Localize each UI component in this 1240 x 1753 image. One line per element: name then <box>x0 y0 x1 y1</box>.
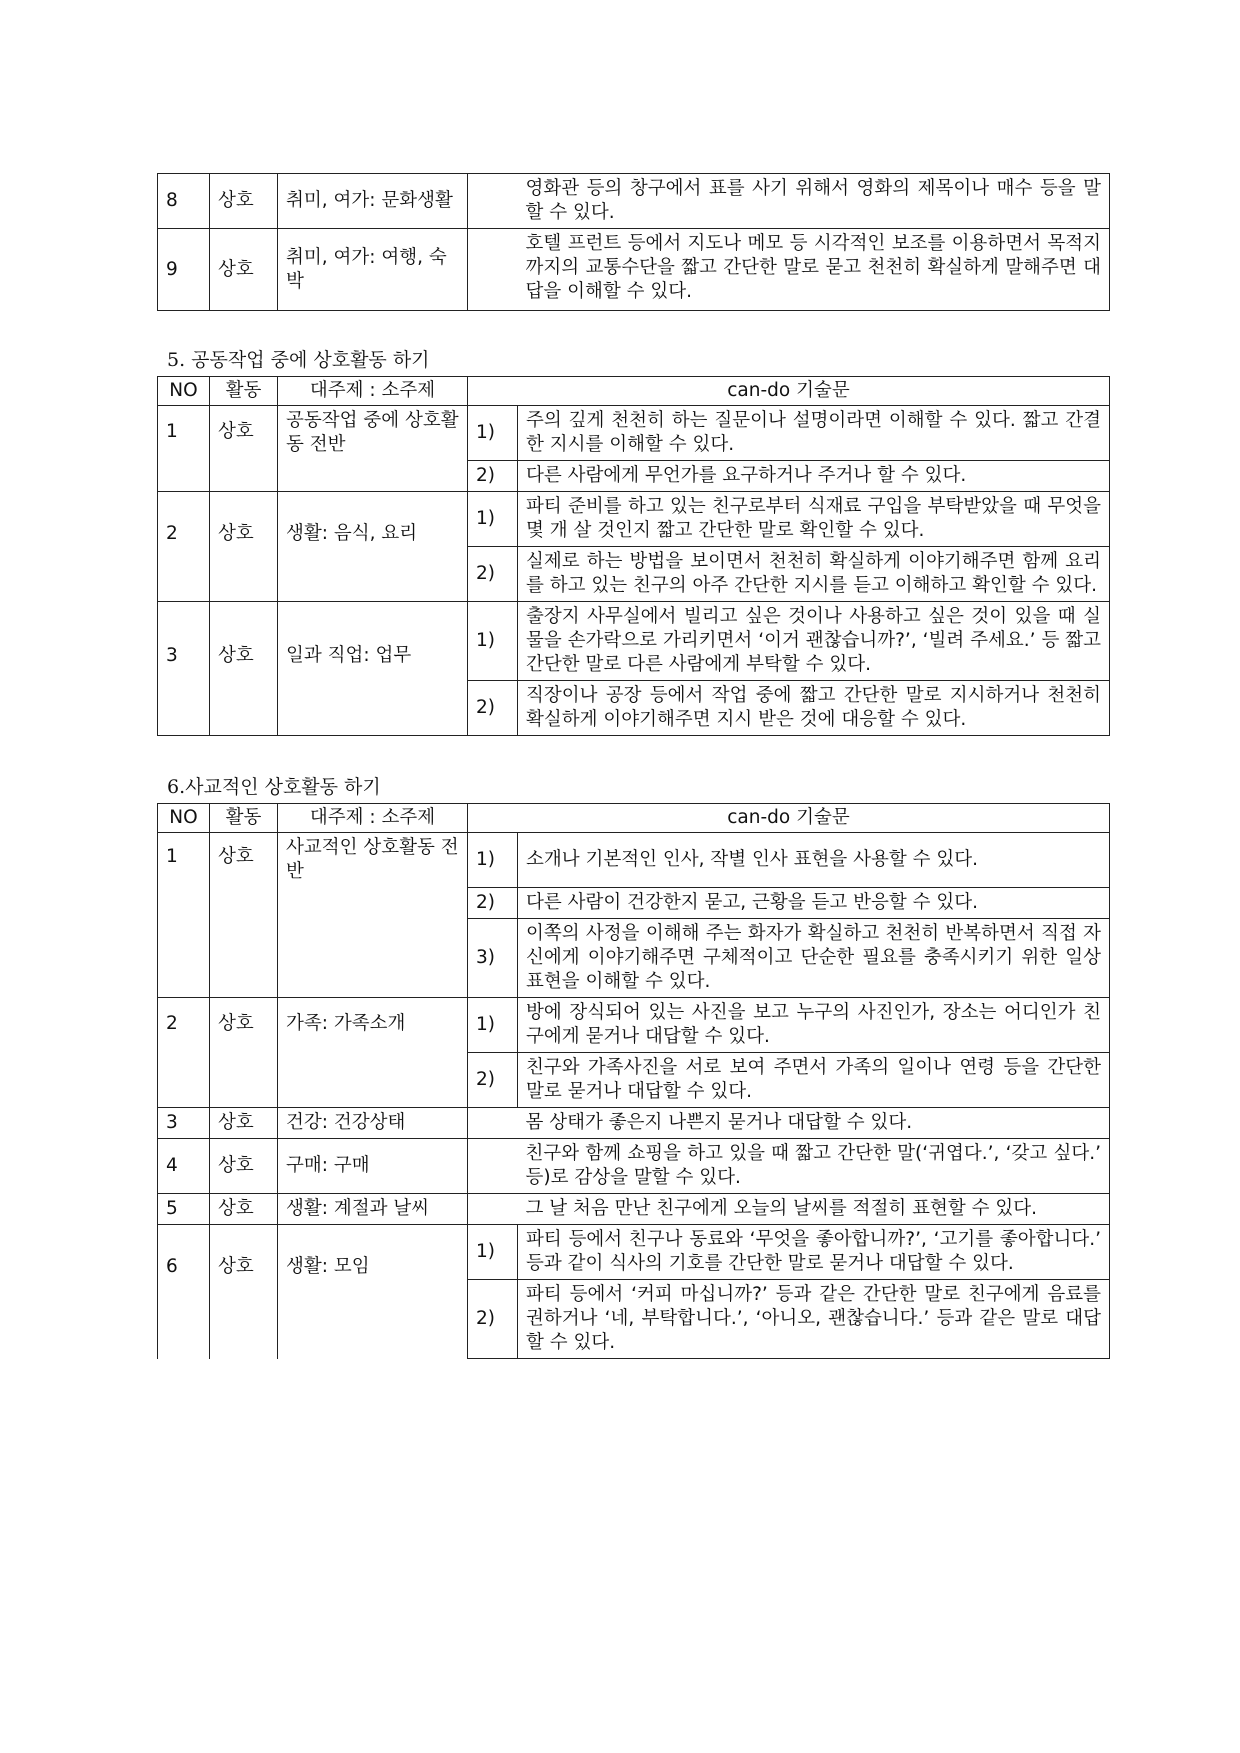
row-activity: 상호 <box>210 998 278 1108</box>
row-topic: 구매: 구매 <box>278 1139 468 1194</box>
row-activity: 상호 <box>210 1194 278 1225</box>
table-header <box>158 377 1110 406</box>
table-row <box>158 492 1110 547</box>
item-description: 친구와 함께 쇼핑을 하고 있을 때 짧고 간단한 말(‘귀엽다.’, ‘갖고 싶다.’ 등)로 감상을 말할 수 있다. <box>518 1139 1110 1194</box>
item-number: 1) <box>468 492 518 547</box>
row-number: 3 <box>158 1108 210 1139</box>
header-topic: 대주제 : 소주제 <box>278 377 468 406</box>
table-header <box>158 804 1110 833</box>
item-number: 2) <box>468 1053 518 1108</box>
table-row <box>158 1194 1110 1225</box>
item-description: 다른 사람이 건강한지 묻고, 근황을 듣고 반응할 수 있다. <box>518 888 1110 919</box>
row-topic: 가족: 가족소개 <box>278 998 468 1108</box>
item-description: 파티 등에서 ‘커피 마십니까?’ 등과 같은 간단한 말로 친구에게 음료를 권하거나 ‘네, 부탁합니다.’, ‘아니오, 괜찮습니다.’ 등과 같은 말로 대답할 수 있다. <box>518 1280 1110 1359</box>
row-topic: 사교적인 상호활동 전반 <box>278 833 468 998</box>
row-topic: 취미, 여가: 문화생활 <box>278 174 468 229</box>
item-number: 1) <box>468 602 518 681</box>
item-number: 2) <box>468 681 518 736</box>
header-no: NO <box>158 804 210 833</box>
item-number <box>468 1194 518 1225</box>
row-activity: 상호 <box>210 492 278 602</box>
item-number: 2) <box>468 547 518 602</box>
row-activity: 상호 <box>210 1108 278 1139</box>
item-description: 주의 깊게 천천히 하는 질문이나 설명이라면 이해할 수 있다. 짧고 간결한 지시를 이해할 수 있다. <box>518 406 1110 461</box>
header-topic: 대주제 : 소주제 <box>278 804 468 833</box>
row-number: 8 <box>158 174 210 229</box>
item-description: 친구와 가족사진을 서로 보여 주면서 가족의 일이나 연령 등을 간단한 말로 묻거나 대답할 수 있다. <box>518 1053 1110 1108</box>
row-number: 1 <box>158 406 210 492</box>
table-row <box>158 406 1110 461</box>
table-row <box>158 1139 1110 1194</box>
item-description: 출장지 사무실에서 빌리고 싶은 것이나 사용하고 싶은 것이 있을 때 실물을 손가락으로 가리키면서 ‘이거 괜찮습니까?’, ‘빌려 주세요.’ 등 짧고 간단한 말로 다른 사람에게 부탁할 수 있다. <box>518 602 1110 681</box>
row-topic: 일과 직업: 업무 <box>278 602 468 736</box>
item-description: 이쪽의 사정을 이해해 주는 화자가 확실하고 천천히 반복하면서 직접 자신에게 이야기해주면 구체적이고 단순한 필요를 충족시키기 위한 일상 표현을 이해할 수 있다. <box>518 919 1110 998</box>
table-row <box>158 1225 1110 1280</box>
row-activity: 상호 <box>210 229 278 311</box>
item-number: 2) <box>468 1280 518 1359</box>
row-topic: 생활: 계절과 날씨 <box>278 1194 468 1225</box>
row-activity: 상호 <box>210 1225 278 1359</box>
table-row <box>158 602 1110 681</box>
header-description: can-do 기술문 <box>468 377 1110 406</box>
row-topic: 생활: 음식, 요리 <box>278 492 468 602</box>
item-number: 1) <box>468 406 518 461</box>
item-description: 방에 장식되어 있는 사진을 보고 누구의 사진인가, 장소는 어디인가 친구에게 묻거나 대답할 수 있다. <box>518 998 1110 1053</box>
table-row <box>158 229 1110 311</box>
item-description: 파티 준비를 하고 있는 친구로부터 식재료 구입을 부탁받았을 때 무엇을 몇 개 살 것인지 짧고 간단한 말로 확인할 수 있다. <box>518 492 1110 547</box>
item-description: 직장이나 공장 등에서 작업 중에 짧고 간단한 말로 지시하거나 천천히 확실하게 이야기해주면 지시 받은 것에 대응할 수 있다. <box>518 681 1110 736</box>
row-topic: 생활: 모임 <box>278 1225 468 1359</box>
header-activity: 활동 <box>210 804 278 833</box>
section-title: 5. 공동작업 중에 상호활동 하기 <box>167 349 430 371</box>
item-description: 몸 상태가 좋은지 나쁜지 묻거나 대답할 수 있다. <box>518 1108 1110 1139</box>
item-number: 2) <box>468 461 518 492</box>
table-row <box>158 174 1110 229</box>
row-activity: 상호 <box>210 602 278 736</box>
header-activity: 활동 <box>210 377 278 406</box>
row-number: 2 <box>158 998 210 1108</box>
row-number: 2 <box>158 492 210 602</box>
row-activity: 상호 <box>210 174 278 229</box>
item-description: 파티 등에서 친구나 동료와 ‘무엇을 좋아합니까?’, ‘고기를 좋아합니다.’ 등과 같이 식사의 기호를 간단한 말로 묻거나 대답할 수 있다. <box>518 1225 1110 1280</box>
item-number: 1) <box>468 833 518 888</box>
row-number: 3 <box>158 602 210 736</box>
item-number: 3) <box>468 919 518 998</box>
section-title: 6.사교적인 상호활동 하기 <box>167 776 381 798</box>
row-number: 4 <box>158 1139 210 1194</box>
item-number: 1) <box>468 998 518 1053</box>
table-row <box>158 1108 1110 1139</box>
item-number <box>468 1108 518 1139</box>
row-description: 영화관 등의 창구에서 표를 사기 위해서 영화의 제목이나 매수 등을 말할 수 있다. <box>518 174 1110 229</box>
item-description: 소개나 기본적인 인사, 작별 인사 표현을 사용할 수 있다. <box>518 833 1110 888</box>
row-activity: 상호 <box>210 406 278 492</box>
header-description: can-do 기술문 <box>468 804 1110 833</box>
row-activity: 상호 <box>210 1139 278 1194</box>
table-row <box>158 833 1110 888</box>
row-number: 1 <box>158 833 210 998</box>
row-activity: 상호 <box>210 833 278 998</box>
row-number: 9 <box>158 229 210 311</box>
header-no: NO <box>158 377 210 406</box>
item-number: 1) <box>468 1225 518 1280</box>
table-row <box>158 998 1110 1053</box>
table-continued <box>157 173 1110 311</box>
item-number: 2) <box>468 888 518 919</box>
row-number: 5 <box>158 1194 210 1225</box>
row-number: 6 <box>158 1225 210 1359</box>
table-section-6 <box>157 803 1110 1359</box>
document-page <box>157 173 1110 1359</box>
item-description: 다른 사람에게 무언가를 요구하거나 주거나 할 수 있다. <box>518 461 1110 492</box>
row-topic: 건강: 건강상태 <box>278 1108 468 1139</box>
row-topic: 취미, 여가: 여행, 숙박 <box>278 229 468 311</box>
item-description: 그 날 처음 만난 친구에게 오늘의 날씨를 적절히 표현할 수 있다. <box>518 1194 1110 1225</box>
item-number <box>468 1139 518 1194</box>
item-description: 실제로 하는 방법을 보이면서 천천히 확실하게 이야기해주면 함께 요리를 하고 있는 친구의 아주 간단한 지시를 듣고 이해하고 확인할 수 있다. <box>518 547 1110 602</box>
table-section-5 <box>157 376 1110 736</box>
row-description: 호텔 프런트 등에서 지도나 메모 등 시각적인 보조를 이용하면서 목적지까지의 교통수단을 짧고 간단한 말로 묻고 천천히 확실하게 말해주면 대답을 이해할 수 있다. <box>518 229 1110 311</box>
row-topic: 공동작업 중에 상호활동 전반 <box>278 406 468 492</box>
